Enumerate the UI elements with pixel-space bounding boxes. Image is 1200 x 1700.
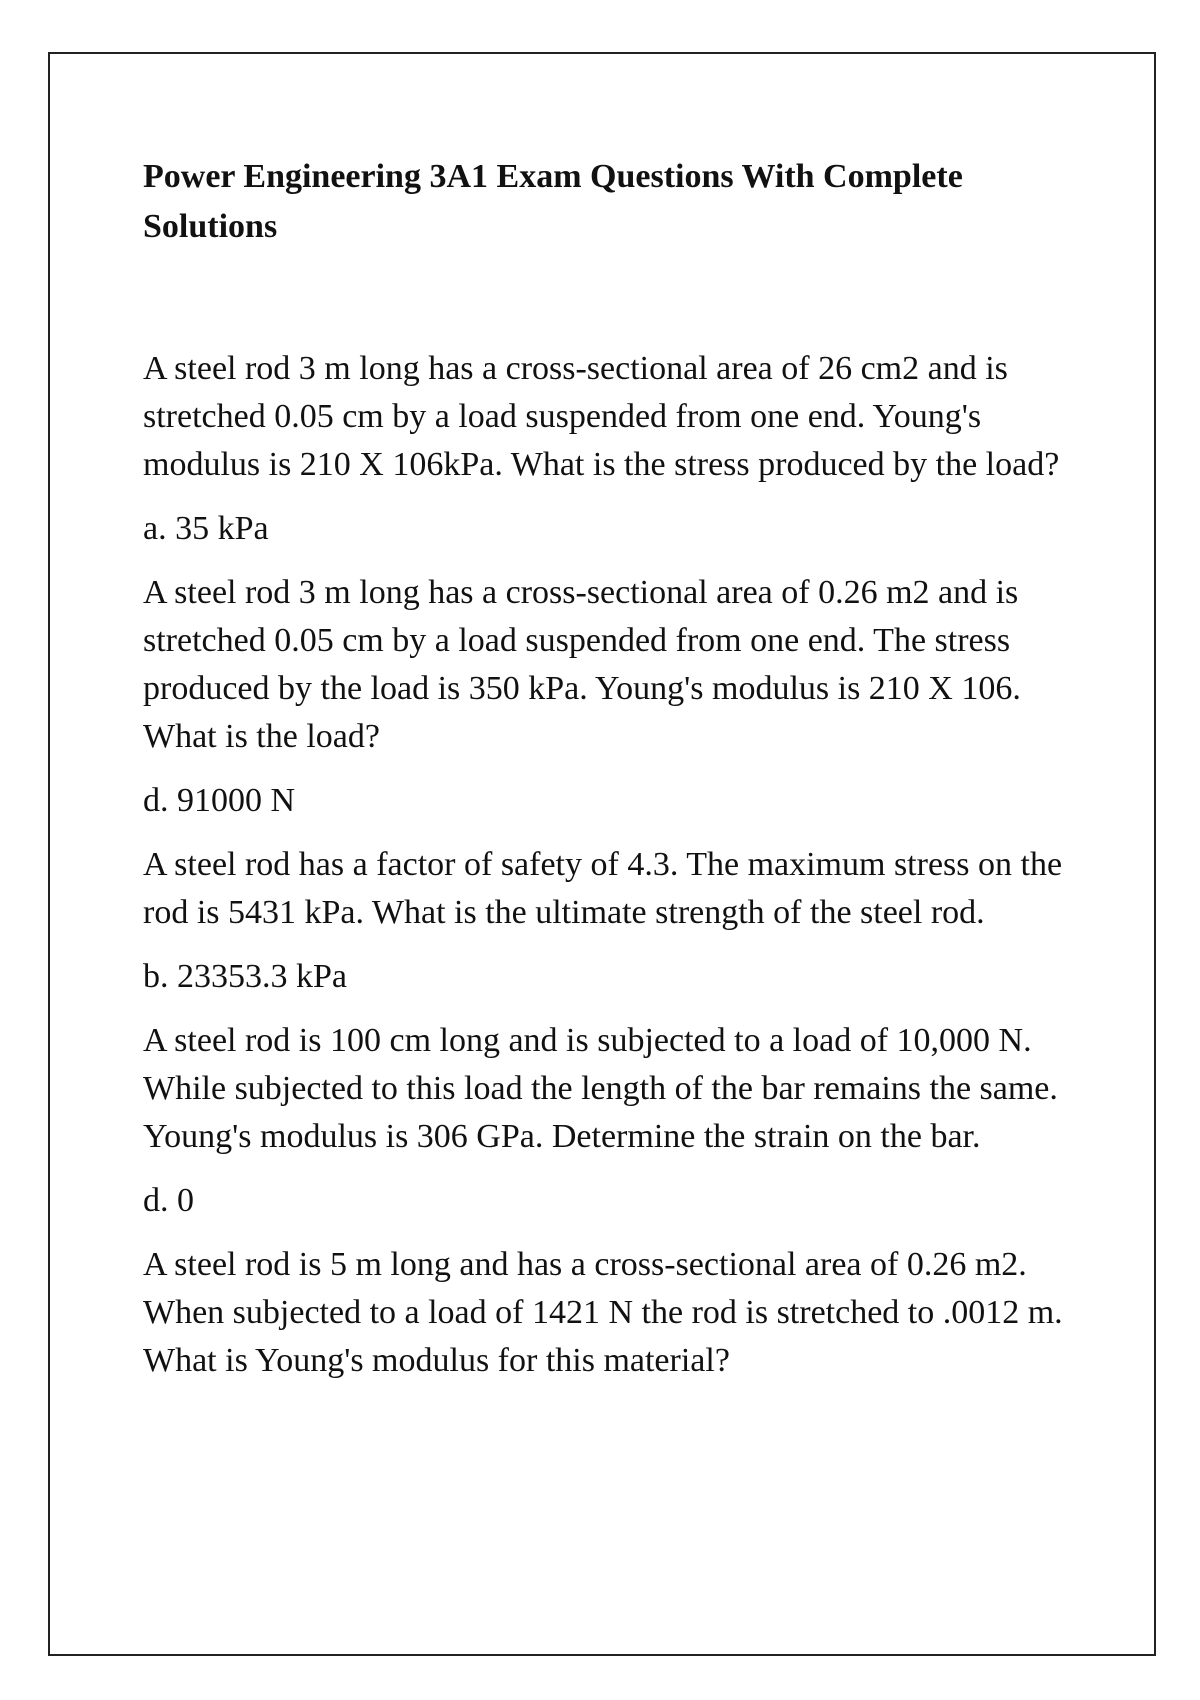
- question-3: A steel rod has a factor of safety of 4.3. The maximum stress on the rod is 5431 kPa. What is the ultimate strength of the steel rod.: [143, 846, 1063, 931]
- page-title: Power Engineering 3A1 Exam Questions With Complete Solutions: [143, 158, 963, 245]
- answer-1: a. 35 kPa: [143, 510, 269, 547]
- answer-2: d. 91000 N: [143, 782, 296, 819]
- question-2: A steel rod 3 m long has a cross-sectional area of 0.26 m2 and is stretched 0.05 cm by a load suspended from one end. The stress produced by the load is 350 kPa. Young's modulus is 210 X 106. What is the load?: [143, 574, 1021, 755]
- question-4: A steel rod is 100 cm long and is subjected to a load of 10,000 N. While subjected to this load the length of the bar remains the same. Young's modulus is 306 GPa. Determine the strain on the bar.: [143, 1022, 1058, 1155]
- question-1: A steel rod 3 m long has a cross-sectional area of 26 cm2 and is stretched 0.05 cm by a load suspended from one end. Young's modulus is 210 X 106kPa. What is the stress produced by the load?: [143, 350, 1060, 483]
- answer-4: d. 0: [143, 1182, 194, 1219]
- question-5: A steel rod is 5 m long and has a cross-sectional area of 0.26 m2. When subjected to a load of 1421 N the rod is stretched to .0012 m. What is Young's modulus for this material?: [143, 1246, 1063, 1379]
- document-content: [143, 152, 1098, 1401]
- answer-3: b. 23353.3 kPa: [143, 958, 347, 995]
- page-frame: [48, 52, 1156, 1656]
